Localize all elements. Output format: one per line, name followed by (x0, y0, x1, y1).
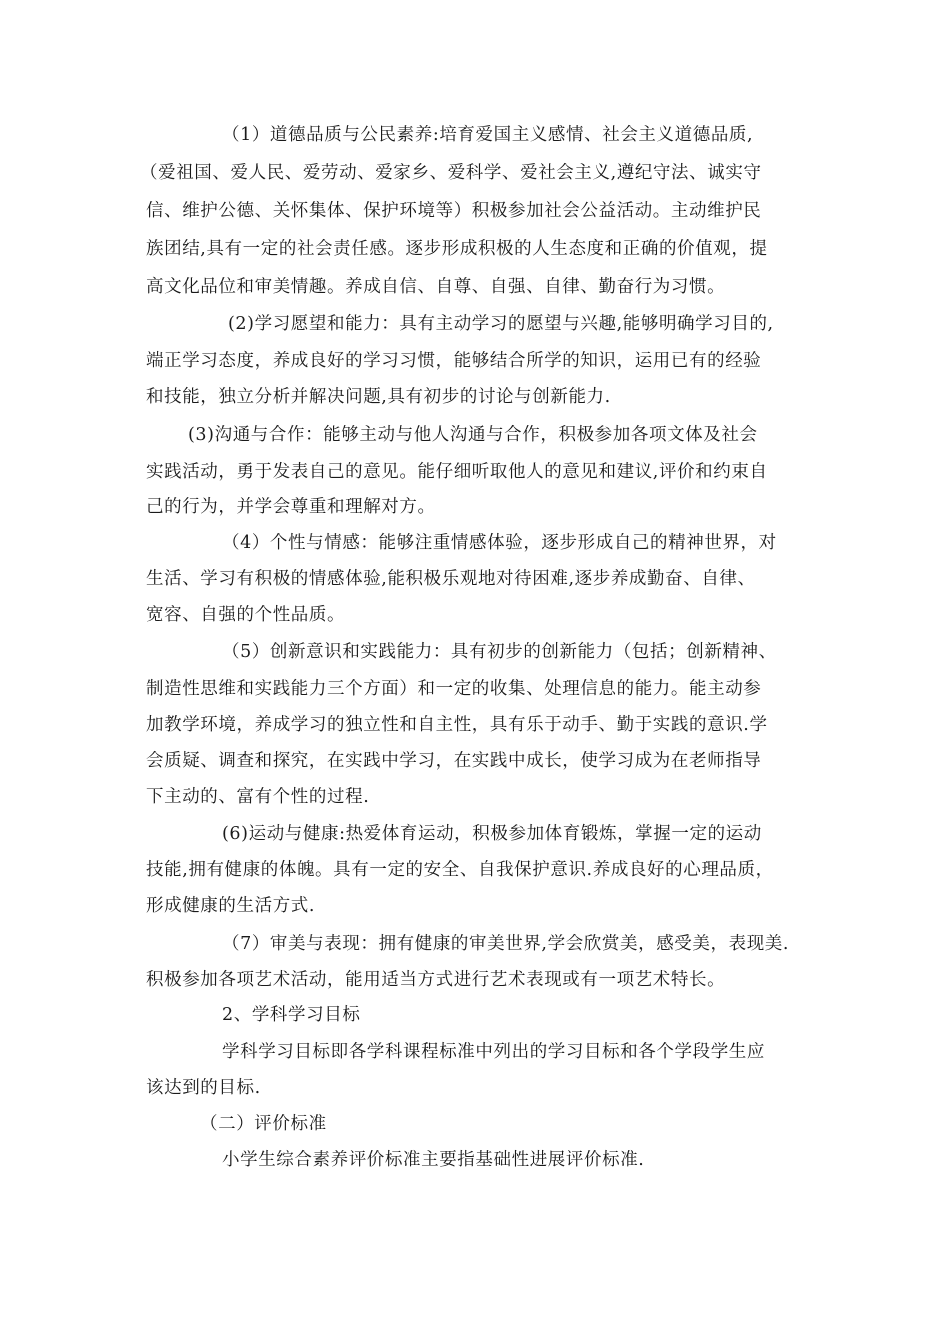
text-line: 形成健康的生活方式. (146, 896, 316, 916)
text-line: 会质疑、调查和探究，在实践中学习，在实践中成长，使学习成为在老师指导 (146, 751, 762, 771)
section-heading: 2、学科学习目标 (222, 1005, 361, 1025)
text-line: 和技能，独立分析并解决问题,具有初步的讨论与创新能力. (146, 387, 611, 407)
text-line: 加教学环境，养成学习的独立性和自主性，具有乐于动手、勤于实践的意识.学 (146, 715, 768, 735)
section-heading: （二）评价标准 (200, 1114, 327, 1134)
text-line: 己的行为，并学会尊重和理解对方。 (146, 497, 436, 517)
text-line: 宽容、自强的个性品质。 (146, 605, 346, 625)
text-line: 技能,拥有健康的体魄。具有一定的安全、自我保护意识.养成良好的心理品质， (146, 860, 774, 880)
text-line: （7）审美与表现：拥有健康的审美世界,学会欣赏美，感受美，表现美. (222, 934, 790, 954)
text-line: （爱祖国、爱人民、爱劳动、爱家乡、爱科学、爱社会主义,遵纪守法、诚实守 (140, 163, 762, 183)
text-line: 族团结,具有一定的社会责任感。逐步形成积极的人生态度和正确的价值观，提 (146, 239, 768, 259)
text-line: 下主动的、富有个性的过程. (146, 787, 370, 807)
text-line: 小学生综合素养评价标准主要指基础性进展评价标准. (222, 1150, 645, 1170)
text-line: 学科学习目标即各学科课程标准中列出的学习目标和各个学段学生应 (222, 1042, 765, 1062)
text-line: (6)运动与健康:热爱体育运动，积极参加体育锻炼，掌握一定的运动 (222, 824, 762, 844)
text-line: 信、维护公德、关怀集体、保护环境等）积极参加社会公益活动。主动维护民 (146, 201, 762, 221)
text-line: （4）个性与情感：能够注重情感体验，逐步形成自己的精神世界，对 (222, 533, 777, 553)
text-line: 制造性思维和实践能力三个方面）和一定的收集、处理信息的能力。能主动参 (146, 679, 762, 699)
text-line: 该达到的目标. (146, 1078, 261, 1098)
text-line: （5）创新意识和实践能力：具有初步的创新能力（包括；创新精神、 (222, 642, 777, 662)
text-line: 高文化品位和审美情趣。养成自信、自尊、自强、自律、勤奋行为习惯。 (146, 277, 726, 297)
text-line: (2)学习愿望和能力：具有主动学习的愿望与兴趣,能够明确学习目的, (228, 314, 774, 334)
text-line: 实践活动，勇于发表自己的意见。能仔细听取他人的意见和建议,评价和约束自 (146, 462, 768, 482)
text-line: （1）道德品质与公民素养:培育爱国主义感情、社会主义道德品质, (222, 125, 754, 145)
text-line: 积极参加各项艺术活动，能用适当方式进行艺术表现或有一项艺术特长。 (146, 970, 726, 990)
text-line: 生活、学习有积极的情感体验,能积极乐观地对待困难,逐步养成勤奋、自律、 (146, 569, 756, 589)
text-line: (3)沟通与合作：能够主动与他人沟通与合作，积极参加各项文体及社会 (188, 425, 758, 445)
text-line: 端正学习态度，养成良好的学习习惯，能够结合所学的知识，运用已有的经验 (146, 351, 762, 371)
